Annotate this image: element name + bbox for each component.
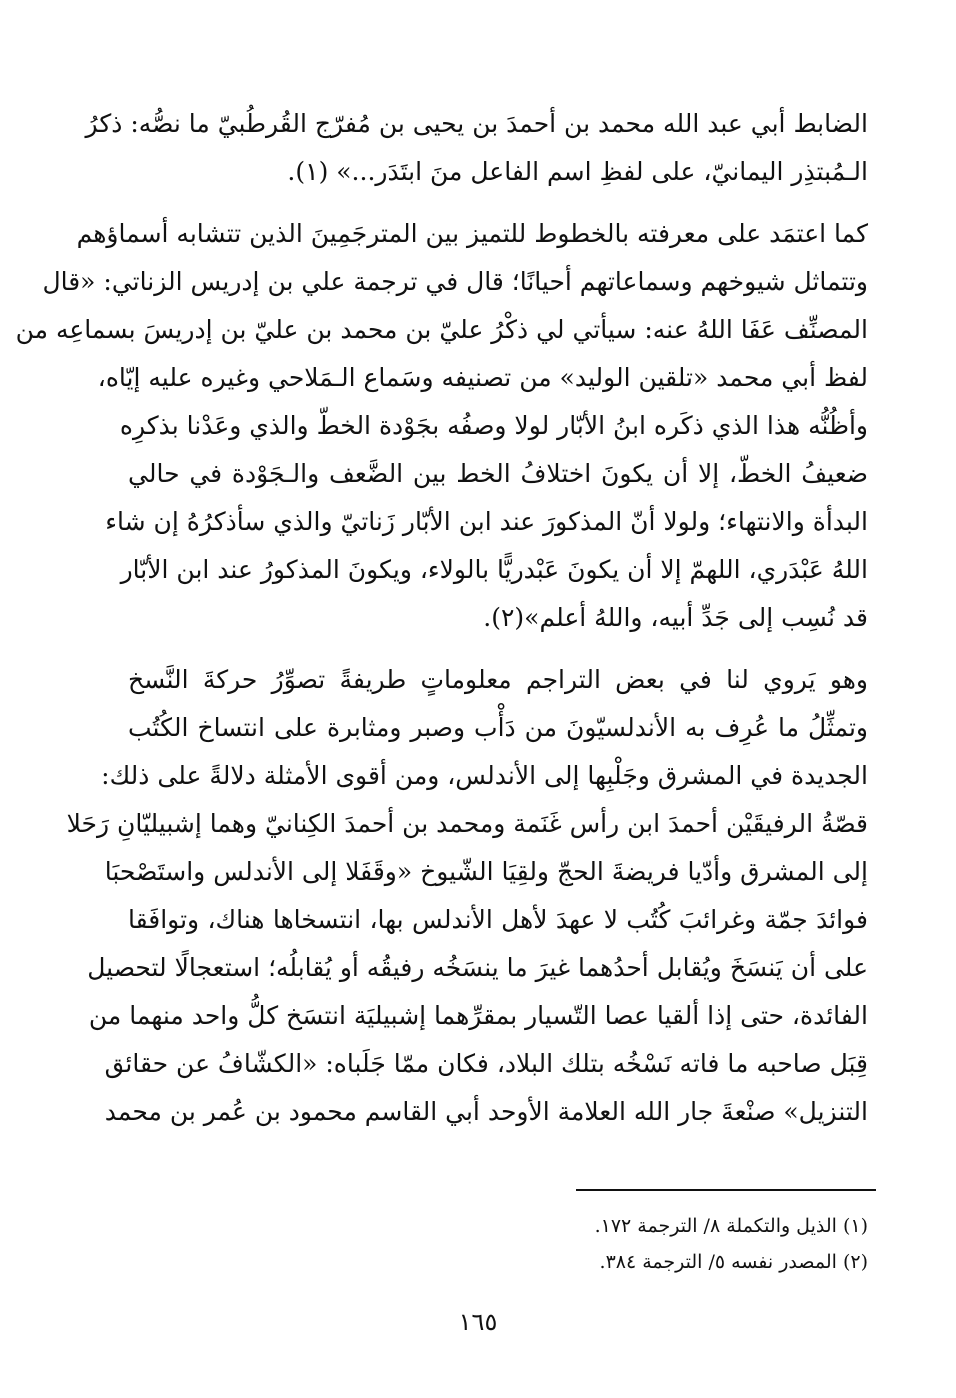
text-line: فوائدَ جمّة وغرائبَ كُتُب لا عهدَ لأهل الأندلس بها، انتسخاها هناك، وتوافَقا [128,905,868,934]
text-line: البدأة والانتهاء؛ ولولا أنّ المذكورَ عند ابن الأبّار زَناتيّ والذي سأذكرُهُ إن شاء [105,507,868,536]
footnotes [300,1208,868,1280]
text-line: الفائدة، حتى إذا ألقيا عصا التّسيار بمقرِّهما إشبيليَة انتسَخ كلُّ واحد منهما من [88,1001,868,1030]
text-line: قِبَل صاحبه ما فاته نَسْخُه بتلك البلاد، فكان ممّا جَلَباه: «الكشّافُ عن حقائق [104,1049,868,1078]
paragraph-gap [128,196,868,210]
text-line: وتتماثل شيوخهم وسماعاتهم أحيانًا؛ قال في ترجمة علي بن إدريس الزناتي: «قال [42,267,868,296]
paragraph-gap [128,642,868,656]
page-number: ١٦٥ [458,1308,498,1336]
main-text [15,100,868,1136]
text-line: وتمثِّلُ ما عُرِف به الأندلسيّونَ من دَأْب وصبر ومثابرة على انتساخ الكُتُب [128,713,868,742]
text-line: المصنِّف عَفَا اللهُ عنه: سيأتي لي ذكْرُ عليّ بن محمد بن عليّ بن إدريسَ بسماعِه من [15,315,868,344]
text-line: الـمُبتذِر اليمانيّ، على لفظِ اسم الفاعل منَ ابتَدَر...» (١). [287,157,868,186]
text-line: إلى المشرق وأدّيا فريضةَ الحجّ ولقِيَا الشّيوخ «وقَفَلا إلى الأندلس واستَصْحبَا [104,857,868,886]
text-line: وهو يَروي لنا في بعض التراجم معلوماتٍ طريفةً تصوِّرُ حركةَ النَّسخ [128,665,868,694]
text-line: التنزيل» صنْعةَ جار الله العلامة الأوحد أبي القاسم محمود بن عُمر بن محمد [104,1097,868,1126]
text-line: لفظ أبي محمد «تلقين الوليد» من تصنيفه وسَماع الـمَلاحي وغيره عليه إيّاه، [97,363,868,392]
text-line: على أن يَنسَخَ ويُقابل أحدُهما غيرَ ما ينسَخُه رفيقُه أو يُقابلُه؛ استعجالًا لتحصيل [87,953,868,982]
text-line: ضعيفُ الخطّ، إلا أن يكونَ اختلافُ الخط بين الضَّعف والـجَوْدة في حالي [128,459,868,488]
text-line: وأظُنُّه هذا الذي ذكَره ابنُ الأبّار لولا وصفُه بجَوْدة الخطّ والذي وعَدْنا بذكرِه [119,411,868,440]
text-line: الجديدة في المشرق وجَلْبِها إلى الأندلس، ومن أقوى الأمثلة دلالةً على ذلك: [101,761,868,790]
text-line: اللهُ عَبْدَري، اللهمّ إلا أن يكونَ عَبْدريًّا بالولاء، ويكونَ المذكورُ عند ابن الأبّار [120,555,868,584]
text-line: قصّةُ الرفيقَيْن أحمدَ ابن رأس غَنَمة ومحمد بن أحمدَ الكِنانيّ وهما إشبيليّانِ رَحَلا [66,809,868,838]
footnote-2: (٢) المصدر نفسه ٥/ الترجمة ٣٨٤. [599,1251,868,1273]
text-line: قد نُسِب إلى جَدِّ أبيه، واللهُ أعلم»(٢). [483,603,868,632]
footnote-1: (١) الذيل والتكملة ٨/ الترجمة ١٧٢. [594,1215,868,1237]
footnote-separator [576,1189,876,1191]
text-line: كما اعتمَد على معرفته بالخطوط للتميز بين المترجَمِينَ الذين تتشابه أسماؤهم [76,219,868,248]
text-line: الضابط أبي عبد الله محمد بن أحمدَ بن يحيى بن مُفرّج القُرطُبيّ ما نصُّه: ذكرُ [85,109,868,138]
